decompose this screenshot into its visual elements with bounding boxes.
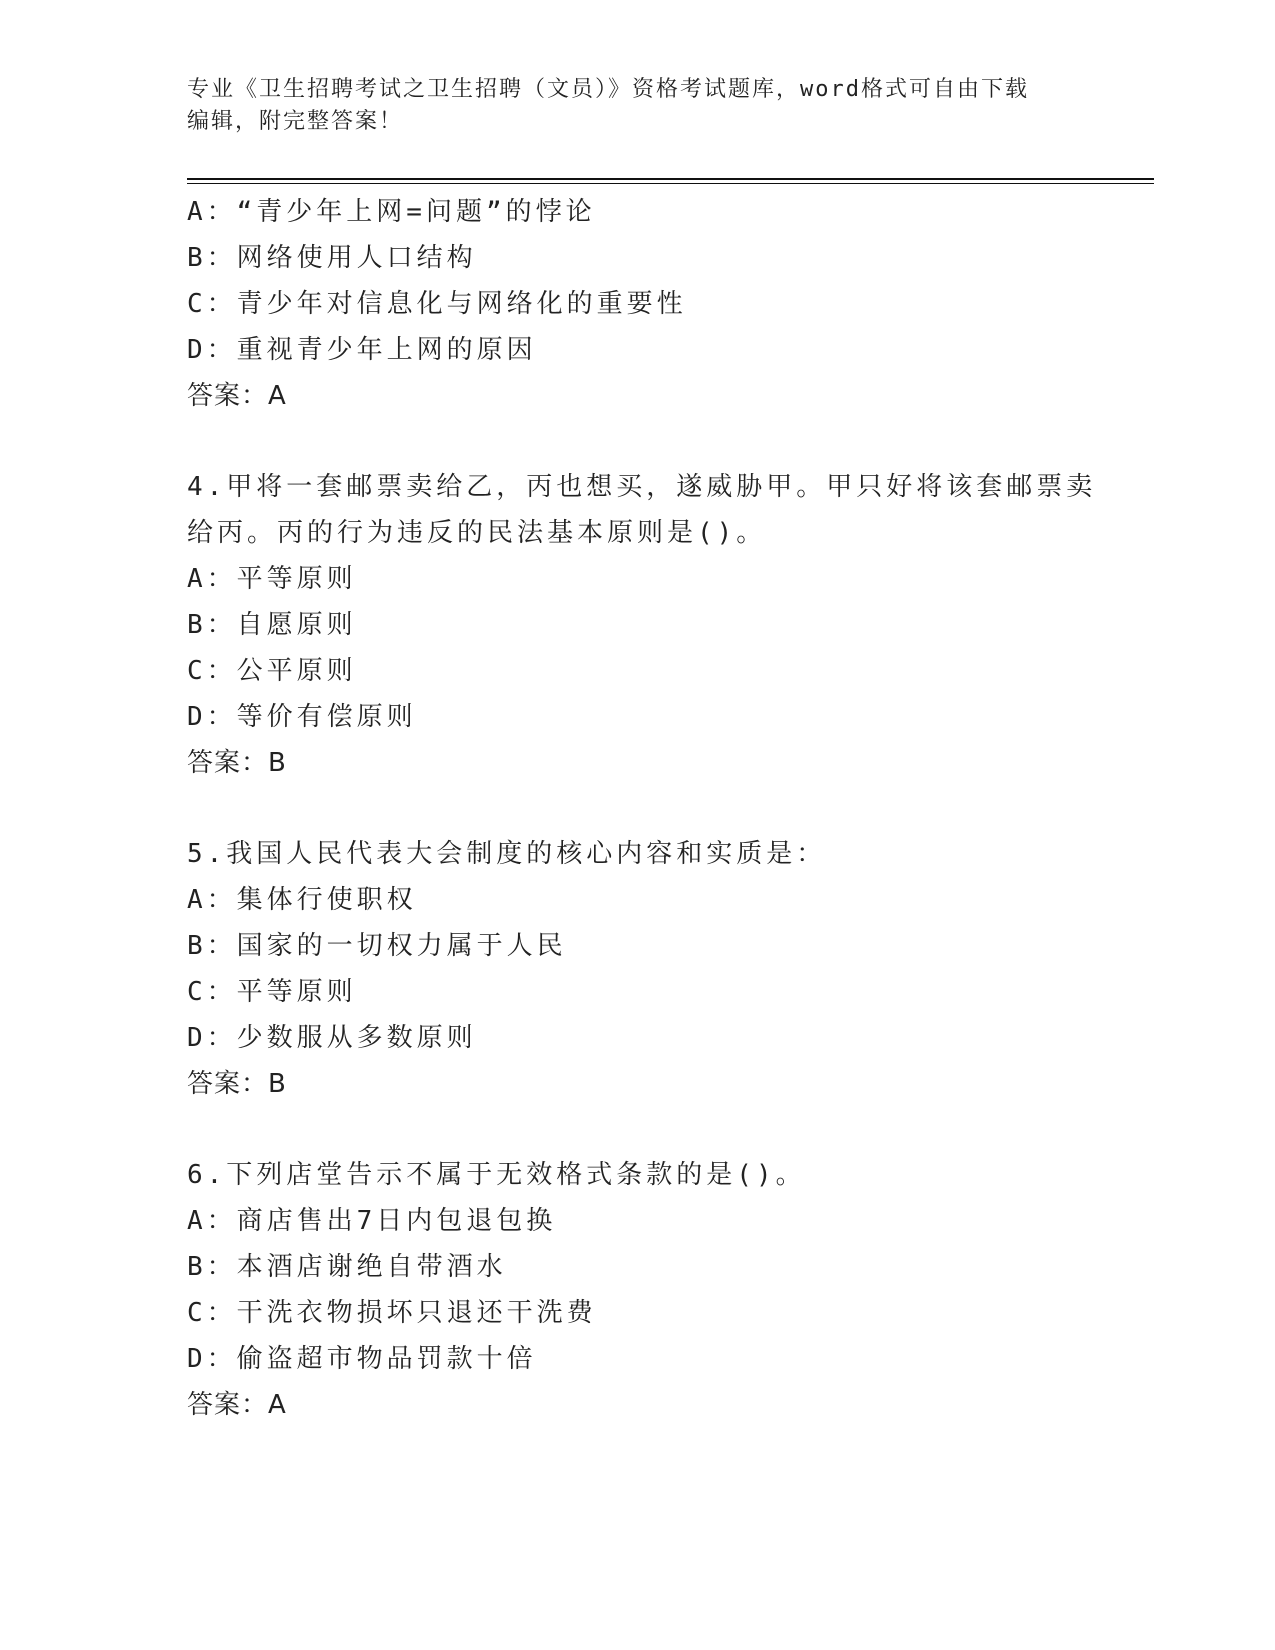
option-d: D：偷盗超市物品罚款十倍 — [187, 1344, 537, 1374]
option-d: D：等价有偿原则 — [187, 702, 417, 732]
question-3 — [187, 189, 1087, 419]
option-c: C：平等原则 — [187, 977, 357, 1007]
answer-line: 答案：B — [187, 1069, 287, 1099]
question-6 — [187, 1152, 1087, 1428]
option-a: A：平等原则 — [187, 564, 357, 594]
option-b: B：国家的一切权力属于人民 — [187, 931, 567, 961]
option-a: A：商店售出7日内包退包换 — [187, 1206, 557, 1236]
header-title-line-2: 编辑，附完整答案！ — [187, 109, 404, 134]
question-4 — [187, 464, 1097, 786]
spacer — [187, 1107, 1087, 1152]
document-header — [187, 74, 1087, 138]
question-stem-line-1: 4.甲将一套邮票卖给乙，丙也想买，遂威胁甲。甲只好将该套邮票卖 — [187, 472, 1097, 502]
header-title-line-1: 专业《卫生招聘考试之卫生招聘（文员）》资格考试题库，word格式可自由下载 — [187, 77, 1029, 102]
option-b: B：网络使用人口结构 — [187, 243, 477, 273]
option-b: B：本酒店谢绝自带酒水 — [187, 1252, 507, 1282]
question-5 — [187, 831, 1087, 1107]
answer-line: 答案：A — [187, 381, 287, 411]
option-a: A：集体行使职权 — [187, 885, 417, 915]
question-stem-line-1: 6.下列店堂告示不属于无效格式条款的是()。 — [187, 1160, 806, 1190]
question-stem-line-1: 5.我国人民代表大会制度的核心内容和实质是： — [187, 839, 827, 869]
spacer — [187, 419, 1087, 464]
option-d: D：少数服从多数原则 — [187, 1023, 477, 1053]
spacer — [187, 786, 1087, 831]
question-list — [187, 189, 1097, 1428]
answer-line: 答案：A — [187, 1390, 287, 1420]
question-stem-line-2: 给丙。丙的行为违反的民法基本原则是()。 — [187, 518, 767, 548]
option-c: C：青少年对信息化与网络化的重要性 — [187, 289, 687, 319]
option-c: C：公平原则 — [187, 656, 357, 686]
option-b: B：自愿原则 — [187, 610, 357, 640]
header-divider-thick — [187, 178, 1154, 180]
option-a: A：“青少年上网=问题”的悖论 — [187, 197, 596, 227]
option-c: C：干洗衣物损坏只退还干洗费 — [187, 1298, 597, 1328]
answer-line: 答案：B — [187, 748, 287, 778]
option-d: D：重视青少年上网的原因 — [187, 335, 537, 365]
header-divider-thin — [187, 183, 1154, 184]
